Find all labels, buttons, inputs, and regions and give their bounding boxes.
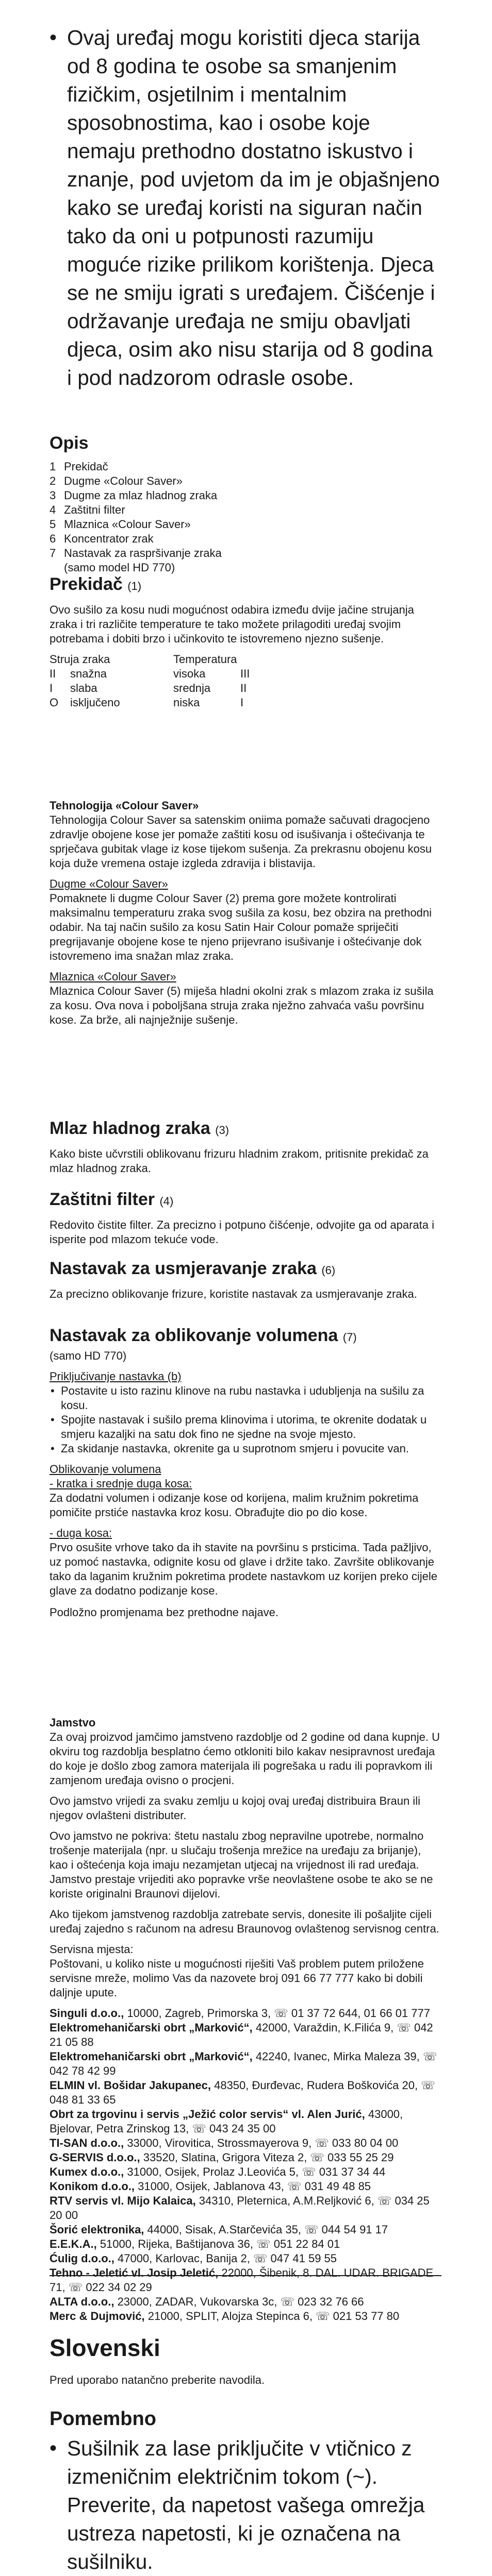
paragraph: Kako biste učvrstili oblikovanu frizuru hladnim zrakom, pritisnite prekidač za mlaz hladnog zraka. [50,1147,429,1175]
warranty-section [50,1716,441,2324]
list-item: 4 Zaštitni filter [50,503,125,516]
list-item: 3 Dugme za mlaz hladnog zraka [50,489,218,502]
steps-list [50,1384,441,1456]
paragraph: Prvo osušite vrhove tako da ih stavite na površinu s prsticima. Tada pažljivo, uz pomoć nastavka, odignite kosu od glave i držite tako. Završite oblikovanje tako da laganim kružnim pokretima prodete nastavkom uz korijen preko cijele glave za dodatno podizanje kose. [50,1541,438,1597]
subheading: Servisna mjesta: [50,1943,134,1956]
prekidac-section [50,573,441,718]
section-heading: Nastavak za usmjeravanje zraka (6) [50,1259,336,1278]
paragraph: Pred uporabo natančno preberite navodila. [50,2374,265,2386]
settings-table [50,652,271,710]
service-entry: Tehno - Jeletić vl. Josip Jeletić, 22000, Šibenik, 8. DAL. UDAR. BRIGADE 71, ☏ 022 34 02 29 [50,2266,434,2294]
top-warning-bullet [50,24,441,398]
section-divider [50,2275,441,2276]
subheading: - kratka i srednje duga kosa: [50,1477,192,1490]
subheading: Pomembno [50,2408,156,2430]
paragraph: Za dodatni volumen i odizanje kose od korijena, malim kružnim pokretima pomičite prstiće nastavka kroz kosu. Obrađujte dio po dio kose. [50,1492,419,1519]
filter-section [50,1188,441,1253]
service-entry: Elektromehaničarski obrt „Marković“, 42240, Ivanec, Mirka Maleza 39, ☏ 042 78 42 99 [50,2050,437,2077]
service-entry: Ćulig d.o.o., 47000, Karlovac, Banija 2, ☏ 047 41 59 55 [50,2252,337,2265]
table-row: I slaba srednja II [50,682,247,694]
service-entry: Merc & Dujmović, 21000, SPLIT, Alojza Stepinca 6, ☏ 021 53 77 80 [50,2310,400,2323]
volume-diffuser-section [50,1324,441,1626]
service-entry: Obrt za trgovinu i servis „Ježić color servis“ vl. Alen Jurić, 43000, Bjelovar, Petra Zrinskog 13, ☏ 043 24 35 00 [50,2108,403,2135]
bullet-item [50,24,441,392]
paragraph: Poštovani, u koliko niste u mogućnosti riješiti Vaš problem putem priložene servisne mreže, molimo Vas da nazovete broj 091 66 77 777 kako bi dobili daljnje upute. [50,1957,424,1999]
bullet-dot: • [50,26,57,49]
paragraph: Ovo jamstvo vrijedi za svaku zemlju u kojoj ovaj uređaj distribuira Braun ili njegov ovlašteni distributer. [50,1794,420,1822]
service-entry: Šorić elektronika, 44000, Sisak, A.Starčevića 35, ☏ 044 54 91 17 [50,2223,388,2236]
table-header: Temperatura [173,653,237,666]
list-item: (samo model HD 770) [64,561,175,574]
service-entry: ALTA d.o.o., 23000, ZADAR, Vukovarska 3c, ☏ 023 32 76 66 [50,2295,364,2308]
list-item: • Spojite nastavak i sušilo prema klinovima i utorima, te okrenite dodatak u smjeru kazaljki na satu dok fino ne sjedne na svoje mjesto. [50,1413,441,1442]
bullet-dot: • [50,2437,57,2460]
service-entry: Singuli d.o.o., 10000, Zagreb, Primorska 3, ☏ 01 37 72 644, 01 66 01 777 [50,2007,430,2020]
language-heading: Slovenski [50,2334,160,2361]
service-entry: Konikom d.o.o., 31000, Osijek, Jablanova 43, ☏ 031 49 48 85 [50,2180,371,2193]
subheading: Oblikovanje volumena [50,1463,161,1476]
paragraph: Ovo sušilo za kosu nudi mogućnost odabira između dvije jačine strujanja zraka i tri različite temperature te tako možete prilagoditi uređaj svojim potrebama i dobiti brzo i učinkovito te istovremeno njezno sušenje. [50,603,414,645]
table-header: Struja zraka [50,653,110,666]
paragraph: Ako tijekom jamstvenog razdoblja zatrebate servis, donesite ili pošaljite cijeli uređaj zajedno s računom na adresu Braunovog ovlaštenog servisnog centra. [50,1908,439,1935]
subheading: Jamstvo [50,1716,96,1729]
service-entry: E.E.K.A., 51000, Rijeka, Baštijanova 36, ☏ 051 22 84 01 [50,2238,340,2250]
section-heading: Nastavak za oblikovanje volumena (7) [50,1326,357,1345]
service-entry: G-SERVIS d.o.o., 33520, Slatina, Grigora Viteza 2, ☏ 033 55 25 29 [50,2151,394,2164]
cool-shot-section [50,1117,441,1182]
subheading: Mlaznica «Colour Saver» [50,970,176,983]
section-heading: Opis [50,433,89,453]
section-heading: Mlaz hladnog zraka (3) [50,1118,229,1138]
paragraph: Za ovaj proizvod jamčimo jamstveno razdoblje od 2 godine od dana kupnje. U okviru tog razdoblja besplatno ćemo otkloniti bilo kakav nesipravnost uređaja do koje je došlo zbog zamora materijala ili pogrešaka u radu ili popravkom ili zamjenom uređaja ovisno o procjeni. [50,1731,440,1787]
model-note: (samo HD 770) [50,1349,127,1362]
list-item: 6 Koncentrator zrak [50,532,154,545]
service-entry: TI-SAN d.o.o., 33000, Virovitica, Strossmayerova 9, ☏ 033 80 04 00 [50,2137,399,2149]
list-item: 2 Dugme «Colour Saver» [50,474,183,487]
list-item: 7 Nastavak za raspršivanje zraka [50,547,222,560]
safety-bullets [50,2434,441,2576]
paragraph: Podložno promjenama bez prethodne najave. [50,1606,278,1619]
paragraph: Mlaznica Colour Saver (5) miješa hladni okolni zrak s mlazom zraka iz sušila za kosu. Ova nova i poboljšana struja zraka nježno zahvaća vašu površinu kose. Za brže, ali najnježnije sušenje. [50,985,434,1026]
bullet-text: Ovaj uređaj mogu koristiti djeca starija od 8 godina te osobe sa smanjenim fizičkim, osjetilnim i mentalnim sposobnostima, kao i osobe koje nemaju prethodno dostatno iskustvo i znanje, pod uvjetom da im je objašnjeno kako se uređaj koristi na siguran način tako da oni u potpunosti razumiju moguće rizike prilikom korištenja. Djeca se ne smiju igrati s uređajem. Čišćenje i održavanje uređaja ne smiju obavljati djeca, osim ako nisu starija od 8 godina i pod nadzorom odrasle osobe. [67,26,440,389]
paragraph: Tehnologija Colour Saver sa satenskim oniima pomaže sačuvati dragocjeno zdravlje obojene kose jer pomaže zaštiti kosu od isušivanja i oštećivanja te sprječava gubitak vlage iz kose tijekom sušenja. Za prekrasnu obojenu kosu koja duže vremena ostaje izgleda zdravija i blistavija. [50,814,432,870]
service-entry: RTV servis vl. Mijo Kalaica, 34310, Pleternica, A.M.Reljković 6, ☏ 034 25 20 00 [50,2194,430,2222]
bullet-item [50,2434,441,2576]
section-heading: Prekidač (1) [50,574,142,594]
paragraph: Za precizno oblikovanje frizure, koristite nastavak za usmjeravanje zraka. [50,1287,417,1300]
service-entry: ELMIN vl. Bošidar Jakupanec, 48350, Đurđevac, Rudera Boškovića 20, ☏ 048 81 33 65 [50,2079,435,2106]
subheading: Priključivanje nastavka (b) [50,1370,182,1383]
table-row: II snažna visoka III [50,667,250,680]
subheading: Tehnologija «Colour Saver» [50,799,199,812]
service-entry: Elektromehaničarski obrt „Marković“, 42000, Varaždin, K.Filića 9, ☏ 042 21 05 88 [50,2021,433,2048]
bullet-text: Sušilnik za lase priključite v vtičnico z izmeničnim električnim tokom (~). Preverite, da napetost vašega omrežja ustreza napetosti, ki je označena na sušilniku. [67,2436,425,2573]
paragraph: Redovito čistite filter. Za precizno i potpuno čišćenje, odvojite ga od aparata i isperite pod mlazom tekuće vode. [50,1218,434,1246]
table-row: O isključeno niska I [50,696,244,709]
list-item: • Postavite u isto razinu klinove na rubu nastavka i udubljenja na sušilu za kosu. [50,1384,441,1413]
subheading: Dugme «Colour Saver» [50,877,168,890]
section-heading: Zaštitni filter (4) [50,1190,174,1209]
opis-section [50,432,441,584]
list-item: • Za skidanje nastavka, okrenite ga u suprotnom smjeru i povucite van. [50,1442,441,1456]
paragraph: Pomaknete li dugme Colour Saver (2) prema gore možete kontrolirati maksimalnu temperaturu zraka svog sušila za kosu, bez obzira na prethodni odabir. Na taj način sušilo za kosu Satin Hair Colour pomaže spriječiti pregrijavanje obojene kose te njeno prijevrano isušivanje i oštećivanje dok istovremeno ima snažan mlaz zraka. [50,892,432,962]
service-entry: Kumex d.o.o., 31000, Osijek, Prolaz J.Leovića 5, ☏ 031 37 34 44 [50,2165,386,2178]
list-item: 1 Prekidač [50,460,108,473]
subheading: - duga kosa: [50,1527,112,1539]
slovenian-section [50,2334,441,2576]
paragraph: Ovo jamstvo ne pokriva: štetu nastalu zbog nepravilne upotrebe, normalno trošenje materijala (npr. u slučaju trošenja mrežice na uređaju za brijanje), kao i oštećenja koja imaju nezamjetan utjecaj na vrijednost ili rad uređaja. Jamstvo prestaje vrijediti ako popravke vrše neovlaštene osobe te ako se ne koriste originalni Braunovi dijelovi. [50,1829,433,1900]
list-item: 5 Mlaznica «Colour Saver» [50,518,191,531]
technology-section [50,799,441,1033]
concentrator-section [50,1257,441,1308]
parts-list [50,460,441,575]
